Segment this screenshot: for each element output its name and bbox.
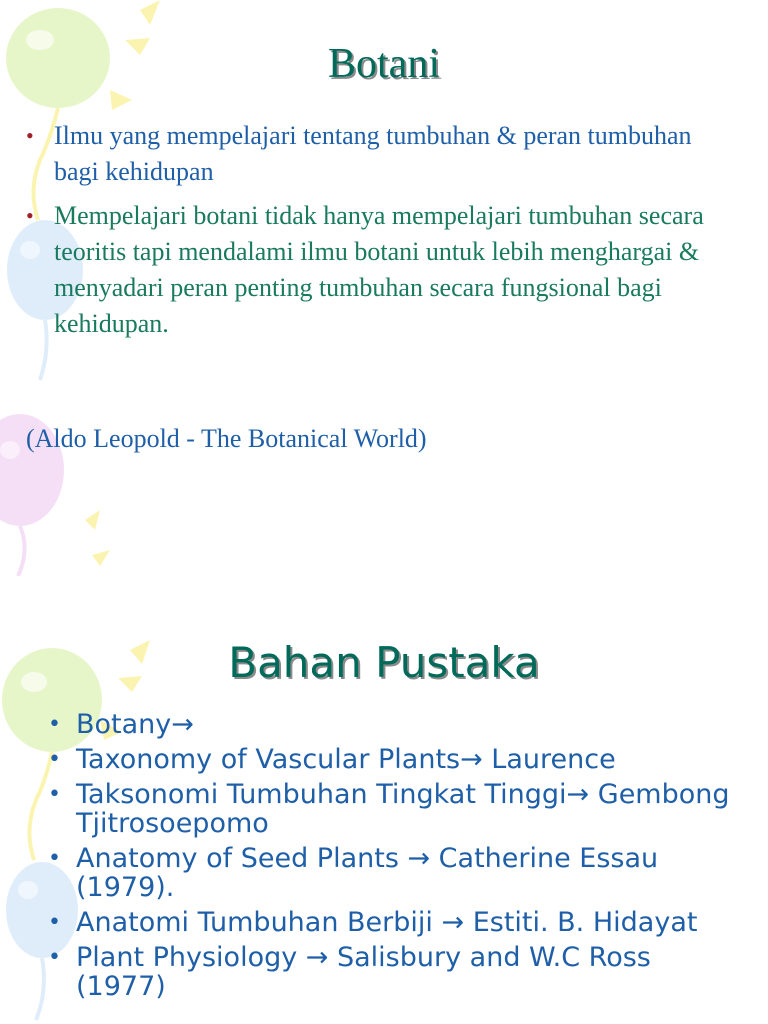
bullet-icon: • bbox=[26, 123, 34, 148]
bullet-text: Mempelajari botani tidak hanya mempelajari tumbuhan secara teoritis tapi mendalami ilmu botani untuk lebih menghargai & menyadari peran penting tumbuhan secara fungsional bagi kehidupan. bbox=[54, 201, 704, 338]
bullet-icon: • bbox=[26, 203, 34, 228]
reference-text: Plant Physiology → Salisbury and W.C Ross (1977) bbox=[76, 942, 651, 1002]
slide-bahan-pustaka bbox=[0, 576, 768, 1024]
slide-title: Botani bbox=[328, 41, 440, 87]
list-item bbox=[48, 710, 748, 739]
list-item bbox=[48, 745, 748, 774]
list-item bbox=[48, 908, 748, 937]
bullet-icon: • bbox=[48, 747, 61, 772]
bullet-icon: • bbox=[48, 846, 61, 871]
bullet-icon: • bbox=[48, 712, 61, 737]
bullet-icon: • bbox=[48, 910, 61, 935]
reference-text: Taxonomy of Vascular Plants→ Laurence bbox=[76, 744, 616, 775]
reference-text: Taksonomi Tumbuhan Tingkat Tinggi→ Gembong Tjitrosoepomo bbox=[76, 779, 730, 839]
reference-text: Botany→ bbox=[76, 709, 194, 740]
list-item bbox=[26, 198, 726, 342]
list-item bbox=[48, 943, 748, 1001]
bullet-icon: • bbox=[48, 782, 61, 807]
source-citation: (Aldo Leopold - The Botanical World) bbox=[26, 424, 427, 453]
list-item bbox=[48, 844, 748, 902]
reference-text: Anatomy of Seed Plants → Catherine Essau (1979). bbox=[76, 843, 659, 903]
slide-title: Bahan Pustaka bbox=[228, 638, 540, 687]
reference-list bbox=[48, 710, 748, 1007]
list-item bbox=[26, 118, 726, 190]
reference-text: Anatomi Tumbuhan Berbiji → Estiti. B. Hidayat bbox=[76, 907, 698, 938]
bullet-icon: • bbox=[48, 945, 61, 970]
bullet-text: Ilmu yang mempelajari tentang tumbuhan & peran tumbuhan bagi kehidupan bbox=[54, 121, 692, 186]
list-item bbox=[48, 780, 748, 838]
bullet-list bbox=[26, 118, 726, 350]
